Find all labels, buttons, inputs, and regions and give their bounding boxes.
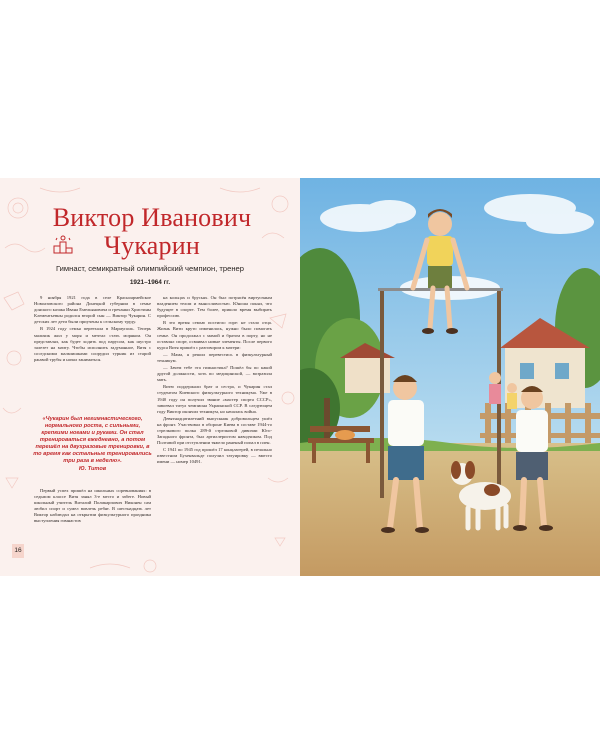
text-column-2 (157, 295, 272, 467)
paragraph: Первый успех пришёл на школьных соревнованиях: в седьмом классе Витя занял 3-е место и забеге. Новый школьный учитель Виталий Поликарпович Никонен сам любил спорт и сумел вовлечь ребят. В шестнадцать лет Виктор наблюдал на открытии физкультурного праздника выступления гимнастов (34, 488, 151, 524)
page-title-line1: Виктор Иванович (52, 203, 252, 232)
paragraph: Витю поддержали брат и сестра, и Чукарин стал студентом Киевского физкультурного техникума. Уже в 1940 году он получил звание «мастер спорта СССР», завоевал титул чемпиона Украинской ССР. В следующем году Виктор окончил техникум, но началась война. (157, 384, 272, 414)
paragraph: С 1941 по 1945 год прошёл 17 концлагерей, в печально известном Бухенвальде получил татуировку — вместо имени — номер 10491. (157, 447, 272, 465)
quote-author: Ю. Титов (78, 466, 107, 472)
left-page (0, 178, 300, 576)
book-spread (0, 178, 600, 576)
page-number: 16 (12, 544, 24, 558)
quote-block (32, 416, 153, 473)
paragraph: на кольцах и брусьях. Он был потрясён виртуозным владением телом и выносливостью. Юноша понял, что будущее в спорте. Тем более, пришло время выбирать профессию. (157, 295, 272, 319)
paragraph: — Мама, я решил перевестись в физкультурный техникум. (157, 351, 272, 363)
page-title-line2: Чукарин (104, 231, 200, 260)
paragraph: 9 ноября 1921 года в селе Красноармейское Новоазовского района Донецкой губернии в семье донского казака Ивана Емельяновича и гречанки Христины Клементьевны родился второй сын — Виктор Чукарин. С детских лет дети были приучены к сельскому труду. (34, 295, 151, 325)
paragraph: Девятнадцатилетний выпускник добровольцем ушёл на фронт. Участвовал в обороне Киева в составе 1944-го стрелкового полка 289-й стрелковой дивизии Юго-Западного фронта, был артиллеристом наводчиком. Под Полтавой при отступлении тяжело раненый попал в плен. (157, 415, 272, 446)
text-column-1-bottom (34, 488, 151, 526)
years: 1921–1964 гг. (129, 279, 171, 286)
right-page-illustration (300, 178, 600, 576)
paragraph: В 1924 году семья переехала в Мариуполь. Теперь мальчик жил у моря и мечтал стать моряком. Он представлял, как будет ходить под парусом, как шустро залезет на мачту. Чтобы исполнить задуманное, Витя с соседскими мальчишками соорудил турник из старой ржавой трубы и начал заниматься. (34, 326, 151, 362)
paragraph: — Зачем тебе эта гимнастика? Пошёл бы по какой другой должности, хоть по медицинской, — возразила мать. (157, 365, 272, 383)
subtitle: Гимнаст, семикратный олимпийский чемпион, тренер (56, 264, 244, 273)
paragraph: В это время семью постигло горе: не стало отца. Жизнь Вити круто изменилась, нужно было помогать семье. Он продолжал с мамой и братом в порту, но не оставлял спорт, осваивал новые элементы. После первого курса Витя пришёл с разговором к матери: (157, 320, 272, 350)
text-column-1 (34, 295, 151, 364)
illustration-boys-horizontal-bar (300, 178, 600, 576)
quote-text: «Чукарин был негимнастического, нормального роста, с сильными, крепкими ногами и руками. Он стал тренироваться ежедневно, а потом перешёл на двухразовые тренировки, в то время как остальные тренировались три раза в неделю». (33, 416, 152, 464)
